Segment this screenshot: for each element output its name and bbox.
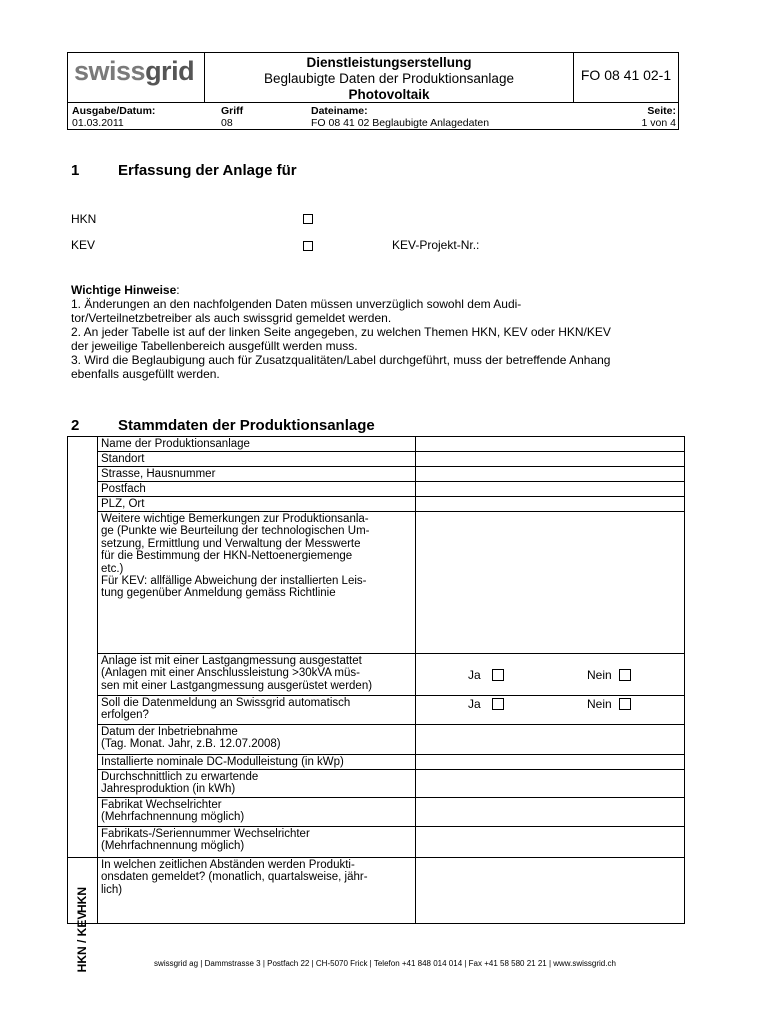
hinweise-title: Wichtige Hinweise:: [71, 283, 180, 297]
table-row: Name der Produktionsanlage: [101, 438, 250, 450]
table-row: Fabrikats-/Seriennummer Wechselrichter (Mehrfachnennung möglich): [98, 826, 684, 857]
title-line-1: Dienstleistungserstellung: [306, 55, 472, 70]
lastgang-ja: Ja: [468, 668, 481, 682]
table-row: Anlage ist mit einer Lastgangmessung ausgestattet (Anlagen mit einer Anschlussleistung >30kVA müs- sen mit einer Lastgangmessung ausgerüstet werden) Ja Nein: [98, 653, 684, 695]
hinweise-list: 1. Änderungen an den nachfolgenden Daten müssen unverzüglich sowohl dem Audi- tor/Verteilnetzbetreiber als auch swissgrid gemeldet werden. 2. An jeder Tabelle ist auf der linken Seite angegeben, zu welchen Themen HKN, KEV oder HKN/KEV der jeweilige Tabellenbereich ausgefüllt werden muss. 3. Wird die Beglaubigung auch für Zusatzqualitäten/Label durchgeführt, muss der betreffende Anhang ebenfalls ausgefüllt werden.: [71, 297, 611, 381]
section2-title: Stammdaten der Produktionsanlage: [118, 417, 375, 434]
seite-block: Seite: 1 von 4: [641, 105, 676, 129]
dateiname-block: Dateiname: FO 08 41 02 Beglaubigte Anlagedaten: [311, 105, 490, 129]
table-row: Strasse, Hausnummer: [98, 466, 684, 481]
title-line-2: Beglaubigte Daten der Produktionsanlage: [264, 71, 514, 86]
title-line-3: Photovoltaik: [348, 87, 430, 102]
lastgang-ja-checkbox[interactable]: [492, 669, 504, 681]
section2-number: 2: [71, 417, 80, 434]
lastgang-nein: Nein: [587, 668, 612, 682]
datenmeldung-nein-checkbox[interactable]: [619, 698, 631, 710]
table-row: Installierte nominale DC-Modulleistung (in kWp): [98, 754, 684, 769]
side-label-hkn-kev: HKN / KEV: [75, 911, 89, 973]
page-footer: swissgrid ag | Dammstrasse 3 | Postfach 22 | CH-5070 Frick | Telefon +41 848 014 014 | Fax +41 58 580 21 21 | www.swissgrid.ch: [154, 959, 616, 968]
document-header: [67, 52, 679, 130]
datenmeldung-ja: Ja: [468, 697, 481, 711]
section1-number: 1: [71, 162, 80, 179]
table-row: Datum der Inbetriebnahme (Tag. Monat. Jahr, z.B. 12.07.2008): [98, 724, 684, 754]
datenmeldung-ja-checkbox[interactable]: [492, 698, 504, 710]
section1-title: Erfassung der Anlage für: [118, 162, 297, 179]
griff-block: Griff 08: [221, 105, 244, 129]
form-code: FO 08 41 02-1: [580, 67, 672, 83]
swissgrid-logo: swissgrid: [74, 56, 195, 86]
kev-label: KEV: [71, 238, 96, 252]
side-label-hkn: HKN: [75, 887, 89, 913]
lastgang-nein-checkbox[interactable]: [619, 669, 631, 681]
table-row: PLZ, Ort: [98, 496, 684, 511]
table-row: Weitere wichtige Bemerkungen zur Produktionsanla- ge (Punkte wie Beurteilung der technologischen Um- setzung, Ermittlung und Verwaltung der Messwerte für die Bestimmung der HKN-Nettoenergiemenge etc.) Für KEV: allfällige Abweichung der installierten Leis- tung gegenüber Anmeldung gemäss Richtlinie: [98, 511, 684, 653]
table-row: Fabrikat Wechselrichter (Mehrfachnennung möglich): [98, 797, 684, 826]
datenmeldung-nein: Nein: [587, 697, 612, 711]
ausgabe-block: Ausgabe/Datum: 01.03.2011: [72, 105, 156, 129]
table-row: Durchschnittlich zu erwartende Jahresproduktion (in kWh): [98, 769, 684, 797]
kev-checkbox[interactable]: [303, 241, 313, 251]
kev-projekt-label: KEV-Projekt-Nr.:: [392, 238, 480, 252]
table-row: Soll die Datenmeldung an Swissgrid automatisch erfolgen? Ja Nein: [98, 695, 684, 724]
hkn-checkbox[interactable]: [303, 214, 313, 224]
table-row: Postfach: [98, 481, 684, 496]
hkn-label: HKN: [71, 212, 97, 226]
table-row: Standort: [98, 451, 684, 466]
table-row: In welchen zeitlichen Abständen werden Produkti- onsdaten gemeldet? (monatlich, quartalsweise, jähr- lich): [98, 857, 684, 924]
